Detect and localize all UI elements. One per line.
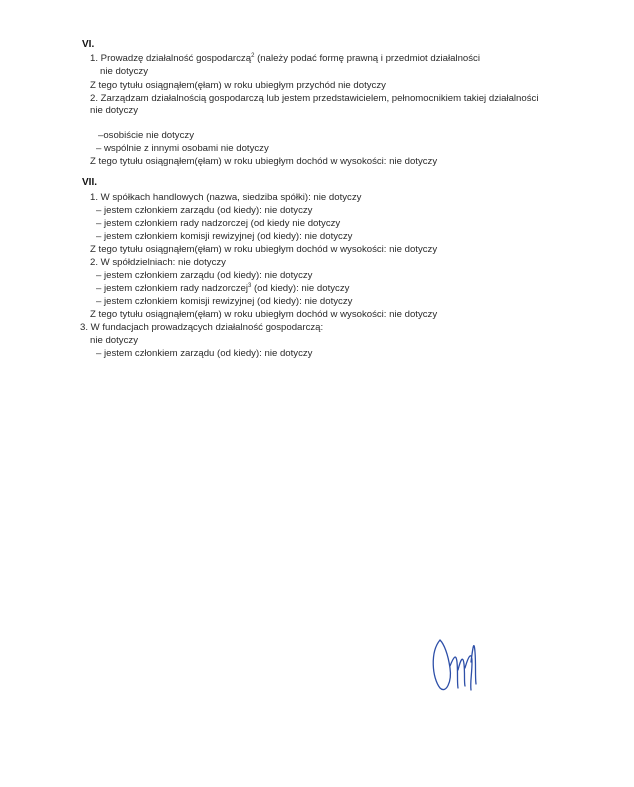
vi-item-2-value: nie dotyczy [90,105,138,116]
vi-item-1 [90,53,480,64]
vi-jointly: – wspólnie z innymi osobami nie dotyczy [96,143,269,154]
signature-icon [426,632,488,696]
vii-item-1-board: – jestem członkiem zarządu (od kiedy): nie dotyczy [96,205,313,216]
vii-item-2-supervisory-text: – jestem członkiem rady nadzorczej [96,283,248,294]
vii-item-2-board: – jestem członkiem zarządu (od kiedy): nie dotyczy [96,270,313,281]
vii-item-1-income: Z tego tytułu osiągnąłem(ęłam) w roku ubiegłym dochód w wysokości: nie dotyczy [90,244,438,255]
vii-item-2: 2. W spółdzielniach: nie dotyczy [90,257,226,268]
vi-item-1-text: 1. Prowadzę działalność gospodarczą [90,53,252,64]
vi-item-1-rest: (należy podać formę prawną i przedmiot działalności [254,53,480,64]
vi-personally: –osobiście nie dotyczy [98,130,194,141]
vii-item-3: 3. W fundacjach prowadzących działalność gospodarczą: [80,322,324,333]
vi-item-1-value: nie dotyczy [100,66,148,77]
vii-item-2-supervisory [96,283,349,294]
vi-item-2: 2. Zarządzam działalnością gospodarczą lub jestem przedstawicielem, pełnomocnikiem takiej działalności [90,93,539,104]
footnote-ref: 2 [251,52,255,59]
vii-item-1-supervisory: – jestem członkiem rady nadzorczej (od kiedy nie dotyczy [96,218,341,229]
vii-item-2-supervisory-rest: (od kiedy): nie dotyczy [251,283,350,294]
vii-item-2-income: Z tego tytułu osiągnąłem(ęłam) w roku ubiegłym dochód w wysokości: nie dotyczy [90,309,438,320]
vi-item-2-income: Z tego tytułu osiągnąłem(ęłam) w roku ubiegłym dochód w wysokości: nie dotyczy [90,156,438,167]
vii-item-3-board: – jestem członkiem zarządu (od kiedy): nie dotyczy [96,348,313,359]
section-vii-heading: VII. [82,177,98,188]
vi-item-1-income: Z tego tytułu osiągnąłem(ęłam) w roku ubiegłym przychód nie dotyczy [90,80,386,91]
vii-item-1: 1. W spółkach handlowych (nazwa, siedziba spółki): nie dotyczy [90,192,362,203]
vii-item-1-audit: – jestem członkiem komisji rewizyjnej (od kiedy): nie dotyczy [96,231,353,242]
vii-item-3-value: nie dotyczy [90,335,138,346]
footnote-ref: 3 [247,282,252,289]
vii-item-2-audit: – jestem członkiem komisji rewizyjnej (od kiedy): nie dotyczy [96,296,353,307]
section-vi-heading: VI. [82,39,95,50]
